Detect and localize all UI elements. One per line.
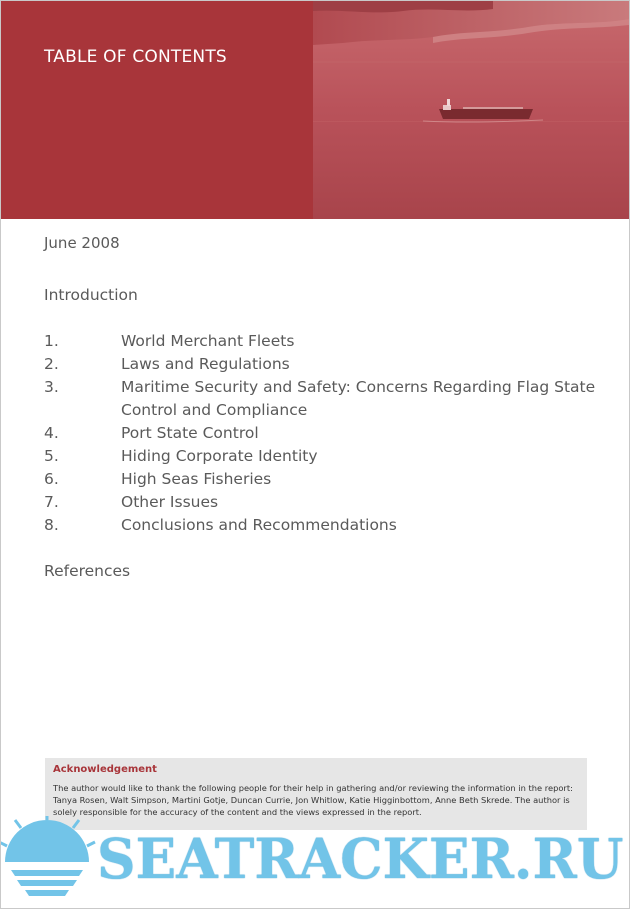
toc-item-title: Laws and Regulations	[121, 355, 290, 373]
toc-item-title: Maritime Security and Safety: Concerns Regarding Flag State Control and Compliance	[121, 378, 596, 419]
toc-references: References	[44, 562, 131, 580]
toc-item	[44, 422, 604, 445]
header-title-block	[1, 1, 313, 219]
watermark-text: SEATRACKER.RU	[97, 826, 624, 891]
sun-logo-icon	[1, 816, 101, 908]
toc-item-number: 1.	[44, 332, 59, 350]
toc-item-number: 4.	[44, 424, 59, 442]
toc-introduction: Introduction	[44, 286, 138, 304]
toc-item-number: 8.	[44, 516, 59, 534]
toc-item-number: 2.	[44, 355, 59, 373]
toc-list	[44, 330, 604, 537]
toc-item-title: High Seas Fisheries	[121, 470, 272, 488]
toc-item-number: 3.	[44, 378, 59, 396]
header-banner	[1, 1, 629, 219]
toc-item-title: Other Issues	[121, 493, 219, 511]
toc-item	[44, 491, 604, 514]
toc-item	[44, 468, 604, 491]
acknowledgement-text: The author would like to thank the following people for their help in gathering and/or reviewing the information in the report: Tanya Rosen, Walt Simpson, Martini Gotje, Duncan Currie, Jon Whitlow, Katie Higginbottom, Anne Beth Skrede. The author is solely responsible for the accuracy of the content and the views expressed in the report.	[53, 783, 573, 817]
toc-item	[44, 376, 604, 422]
toc-item	[44, 514, 604, 537]
toc-item-title: Hiding Corporate Identity	[121, 447, 318, 465]
toc-item-title: World Merchant Fleets	[121, 332, 295, 350]
toc-item-title: Port State Control	[121, 424, 259, 442]
document-date: June 2008	[44, 234, 120, 252]
toc-item-title: Conclusions and Recommendations	[121, 516, 397, 534]
ship-at-sea-photo	[313, 1, 629, 219]
page-title: TABLE OF CONTENTS	[44, 47, 227, 67]
toc-item-number: 5.	[44, 447, 59, 465]
toc-item	[44, 330, 604, 353]
toc-item	[44, 353, 604, 376]
watermark	[1, 816, 629, 908]
toc-item-number: 6.	[44, 470, 59, 488]
acknowledgement-title: Acknowledgement	[53, 764, 157, 775]
toc-item-number: 7.	[44, 493, 59, 511]
toc-item	[44, 445, 604, 468]
